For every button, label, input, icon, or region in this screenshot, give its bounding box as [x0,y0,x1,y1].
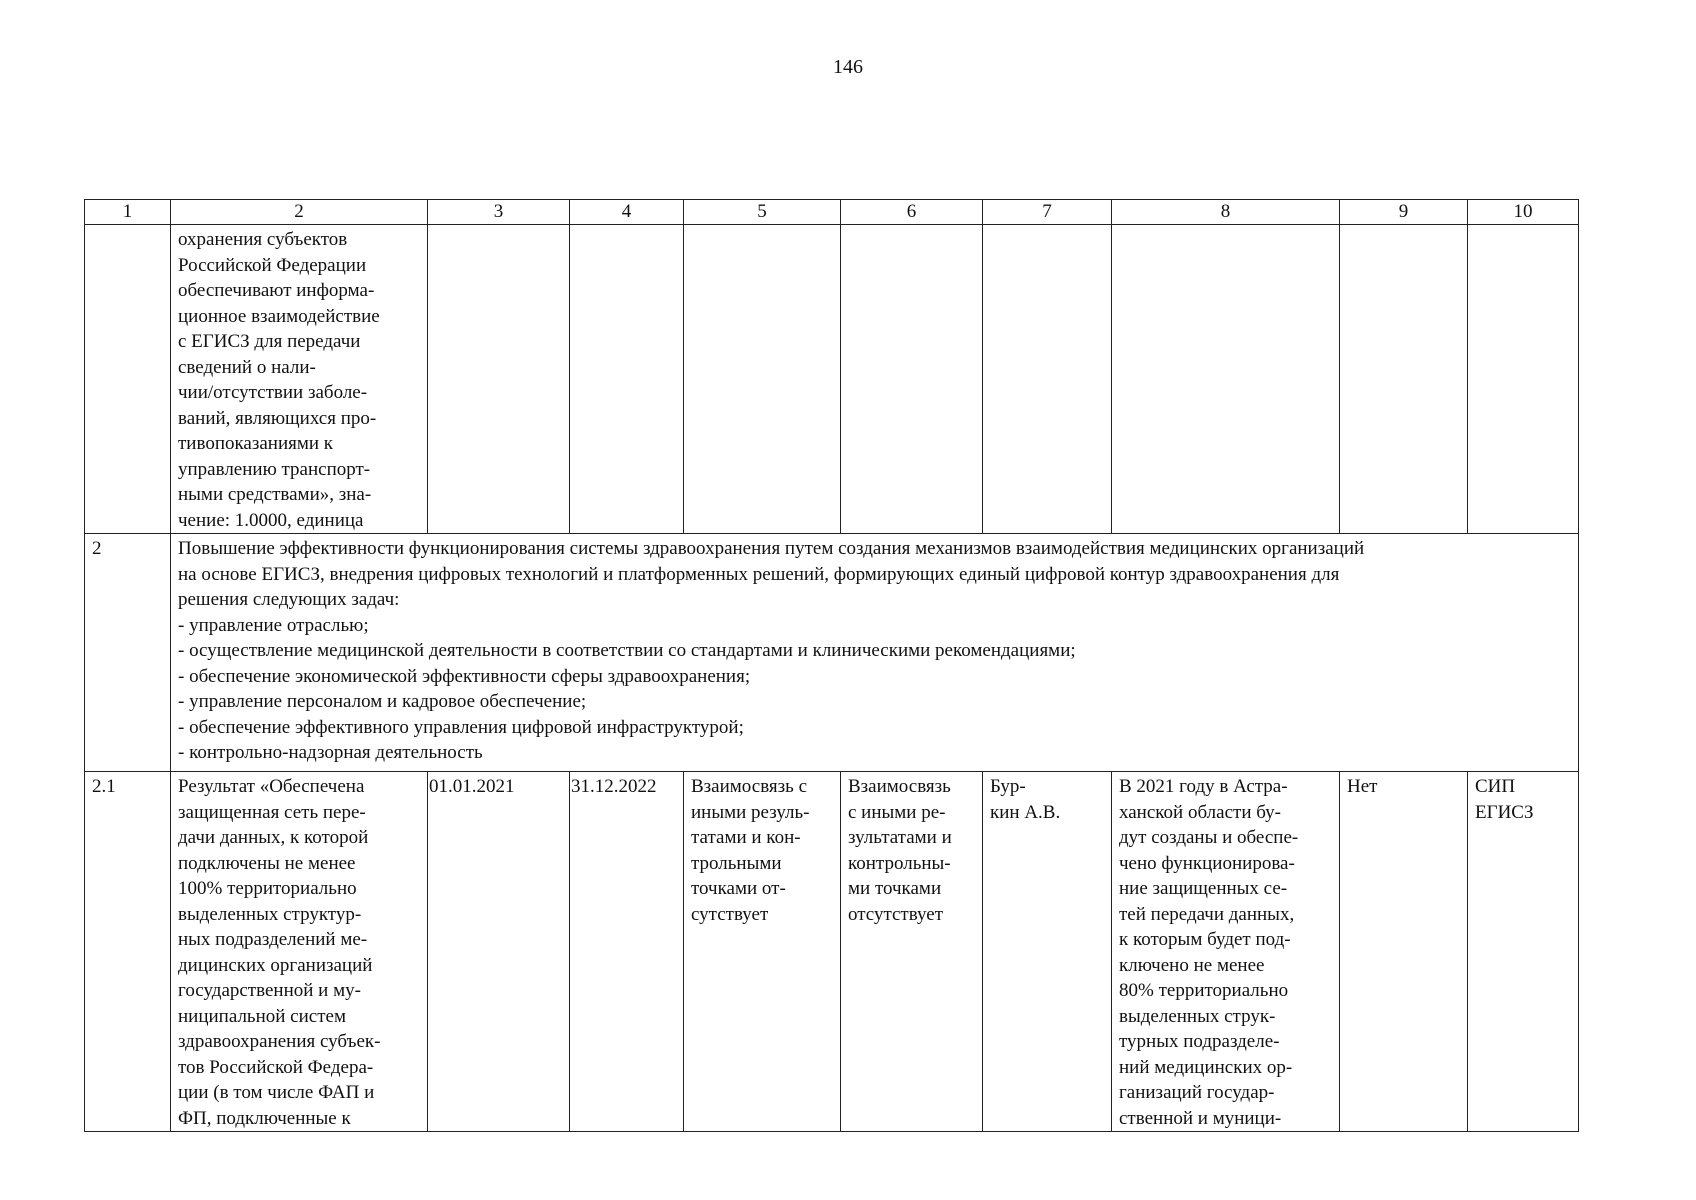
cell-empty [1468,225,1579,534]
goal-task-item: - контрольно-надзорная деятельность [178,742,483,763]
cell-empty [428,225,570,534]
cell-row-number: 2.1 [85,772,171,1132]
cell-empty [570,225,684,534]
cell-empty [1112,225,1340,534]
document-table [84,199,1579,1132]
goal-line: решения следующих задач: [178,589,400,610]
table-header-row [85,200,1579,225]
goal-task-item: - осуществление медицинской деятельности в соответствии со стандартами и клиническими рекомендациями; [178,640,1076,661]
table-row-2-1 [85,772,1579,1132]
cell-empty [85,225,171,534]
cell-relationship-5: Взаимосвязь с иными резуль- татами и кон- трольными точками от- сутствует [684,772,841,1132]
cell-description: В 2021 году в Астра- ханской области бу- дут созданы и обеспе- чено функционирова- ние защищенных се- тей передачи данных, к которым будет под- ключено не менее 80% территориально выделенных струк- турных подразделе- ний медицинских ор- ганизаций государ- ственной и муници- [1112,772,1340,1132]
header-col-4: 4 [570,200,684,225]
cell-empty [983,225,1112,534]
cell-continuation-text: охранения субъектов Российской Федерации обеспечивают информа- ционное взаимодействие с ЕГИСЗ для передачи сведений о нали- чии/отсутствии заболе- ваний, являющихся про- тивопоказаниями к управлению транспорт- ными средствами», зна- чение: 1.0000, единица [171,225,428,534]
cell-empty [841,225,983,534]
header-col-7: 7 [983,200,1112,225]
cell-end-date: 31.12.2022 [570,772,684,1132]
goal-task-item: - обеспечение экономической эффективности сферы здравоохранения; [178,665,751,687]
page-number: 146 [833,56,863,78]
header-col-8: 8 [1112,200,1340,225]
goal-line: на основе ЕГИСЗ, внедрения цифровых технологий и платформенных решений, формирующих единый цифровой контур здравоохранения для [178,563,1340,585]
cell-goal-number: 2 [85,534,171,772]
table-row-goal-2 [85,534,1579,772]
cell-responsible: Бур- кин А.В. [983,772,1112,1132]
header-col-9: 9 [1340,200,1468,225]
header-col-1: 1 [85,200,171,225]
header-col-3: 3 [428,200,570,225]
goal-task-item: - обеспечение эффективного управления цифровой инфраструктурой; [178,716,744,738]
cell-result-text: Результат «Обеспечена защищенная сеть пере- дачи данных, к которой подключены не менее 100% территориально выделенных структур- ных подразделений ме- дицинских организаций государственной и му- ниципальной систем здравоохранения субъек- тов Российской Федера- ции (в том числе ФАП и ФП, подключенные к [171,772,428,1132]
header-col-6: 6 [841,200,983,225]
goal-line: Повышение эффективности функционирования системы здравоохранения путем создания механизмов взаимодействия медицинских организаций [178,538,1365,559]
goal-task-item: - управление персоналом и кадровое обеспечение; [178,691,587,712]
header-col-5: 5 [684,200,841,225]
cell-empty [684,225,841,534]
cell-empty [1340,225,1468,534]
table-row-continuation [85,225,1579,534]
cell-col-9: Нет [1340,772,1468,1132]
cell-relationship-6: Взаимосвязь с иными ре- зультатами и контрольны- ми точками отсутствует [841,772,983,1132]
header-col-2: 2 [171,200,428,225]
cell-goal-text [171,534,1579,772]
cell-start-date: 01.01.2021 [428,772,570,1132]
header-col-10: 10 [1468,200,1579,225]
goal-task-item: - управление отраслью; [178,614,369,636]
cell-col-10: СИП ЕГИСЗ [1468,772,1579,1132]
